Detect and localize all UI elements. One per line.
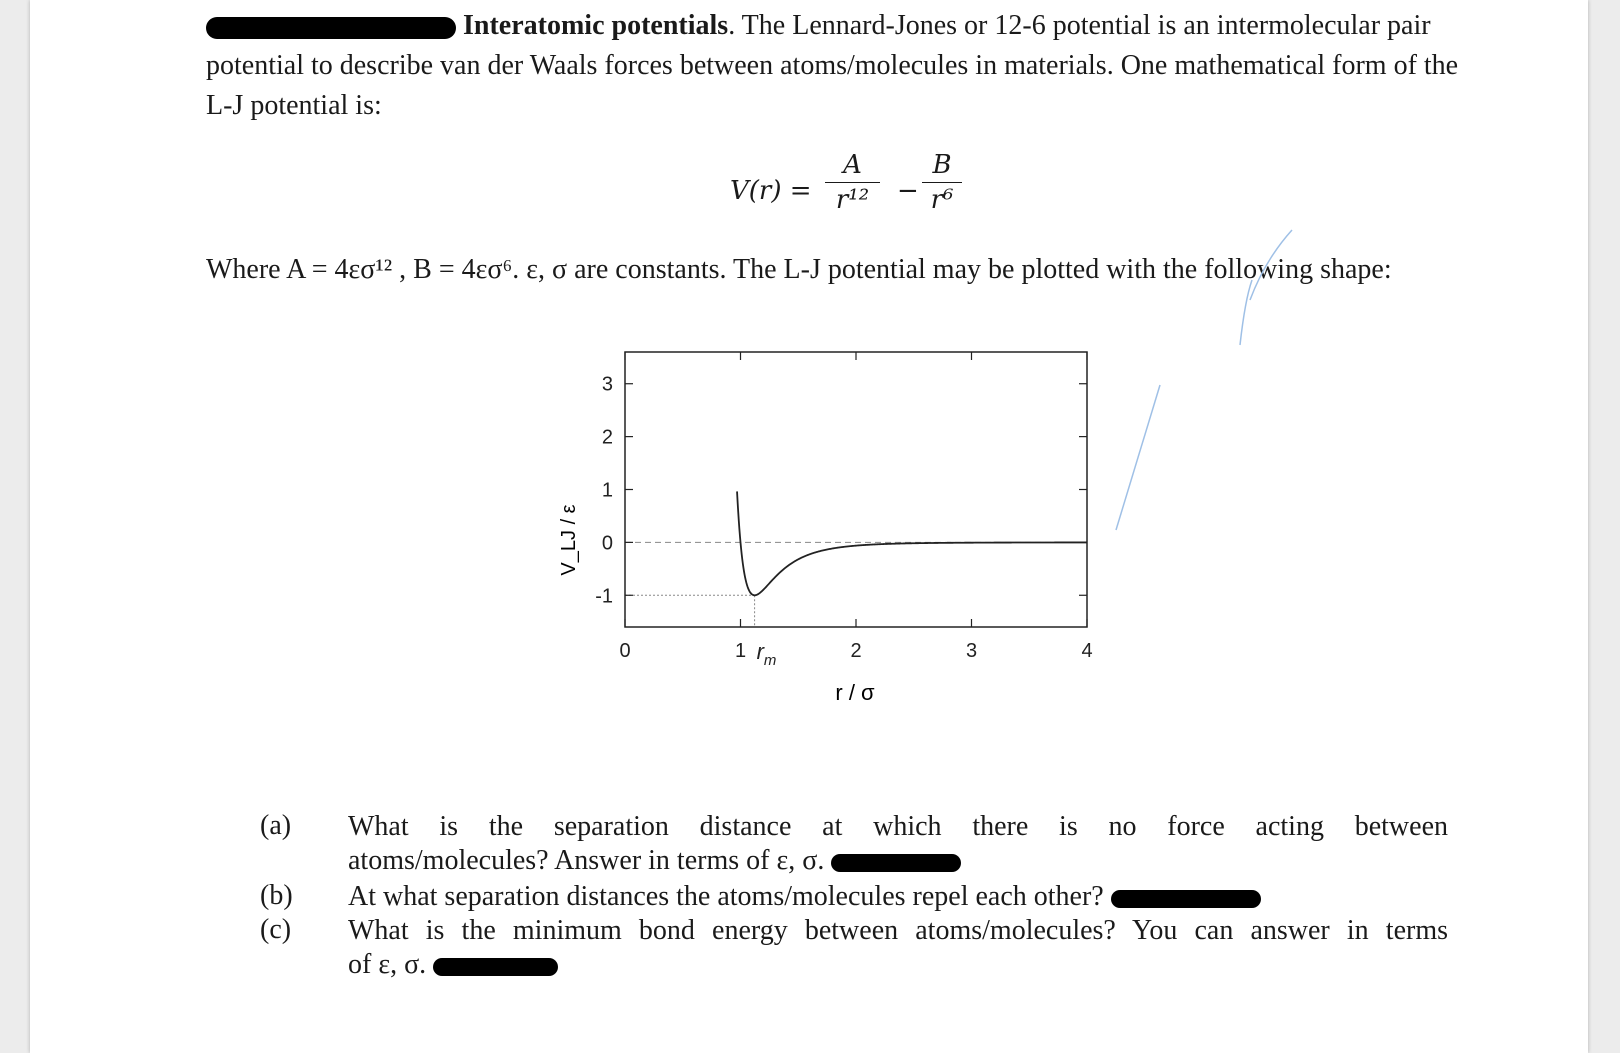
redaction-mark bbox=[433, 958, 558, 976]
question-text: At what separation distances the atoms/molecules repel each other? bbox=[348, 881, 1104, 912]
where-paragraph: Where A = 4εσ¹² , B = 4εσ⁶. ε, σ are constants. The L-J potential may be plotted with the following shape: bbox=[206, 254, 1392, 285]
term1-numerator: A bbox=[843, 150, 862, 180]
x-tick-label: 1 bbox=[734, 640, 747, 662]
question-text: atoms/molecules? Answer in terms of ε, σ. bbox=[348, 845, 825, 876]
question-text: of ε, σ. bbox=[348, 949, 427, 980]
section-title: Interatomic potentials bbox=[463, 10, 729, 41]
question-text: What is the minimum bond energy between atoms/molecules? You can answer in terms bbox=[348, 915, 1448, 946]
term2-denominator: r⁶ bbox=[930, 185, 954, 215]
equation-lhs: V(r) = bbox=[730, 176, 812, 206]
x-tick-label: 0 bbox=[619, 640, 631, 662]
question-label: (a) bbox=[260, 810, 292, 841]
rm-label: $r_m$ bbox=[756, 639, 777, 669]
document-page bbox=[30, 0, 1588, 1053]
x-tick-label: 3 bbox=[965, 640, 978, 662]
y-axis-label: V_LJ / ε bbox=[558, 504, 580, 576]
intro-text: . The Lennard-Jones or 12-6 potential is an intermolecular pair potential to describe van der Waals forces between atoms/molecules in materials. One mathematical form of the L-J potential is: bbox=[206, 10, 1459, 121]
term1-denominator: r¹² bbox=[835, 185, 870, 215]
y-tick-label: 2 bbox=[601, 426, 613, 449]
term2-numerator: B bbox=[932, 150, 952, 180]
y-tick-label: 3 bbox=[601, 373, 613, 396]
question-label: (c) bbox=[260, 914, 292, 945]
redaction-mark bbox=[1111, 890, 1261, 908]
lj-curve bbox=[737, 491, 1087, 595]
x-axis-label: r / σ bbox=[835, 680, 875, 705]
plot-frame bbox=[625, 352, 1087, 627]
y-tick-label: 0 bbox=[601, 532, 613, 555]
x-tick-label: 2 bbox=[850, 640, 862, 662]
redaction-mark bbox=[831, 854, 961, 872]
equation-operator: − bbox=[897, 176, 919, 206]
y-tick-label: 1 bbox=[601, 479, 613, 502]
question-label: (b) bbox=[260, 880, 293, 911]
y-tick-label: -1 bbox=[595, 585, 613, 608]
question-text: What is the separation distance at which there is no force acting between bbox=[348, 811, 1448, 842]
pencil-check-mark bbox=[1240, 230, 1292, 345]
x-tick-label: 4 bbox=[1081, 640, 1093, 662]
lj-potential-chart bbox=[550, 340, 1130, 720]
